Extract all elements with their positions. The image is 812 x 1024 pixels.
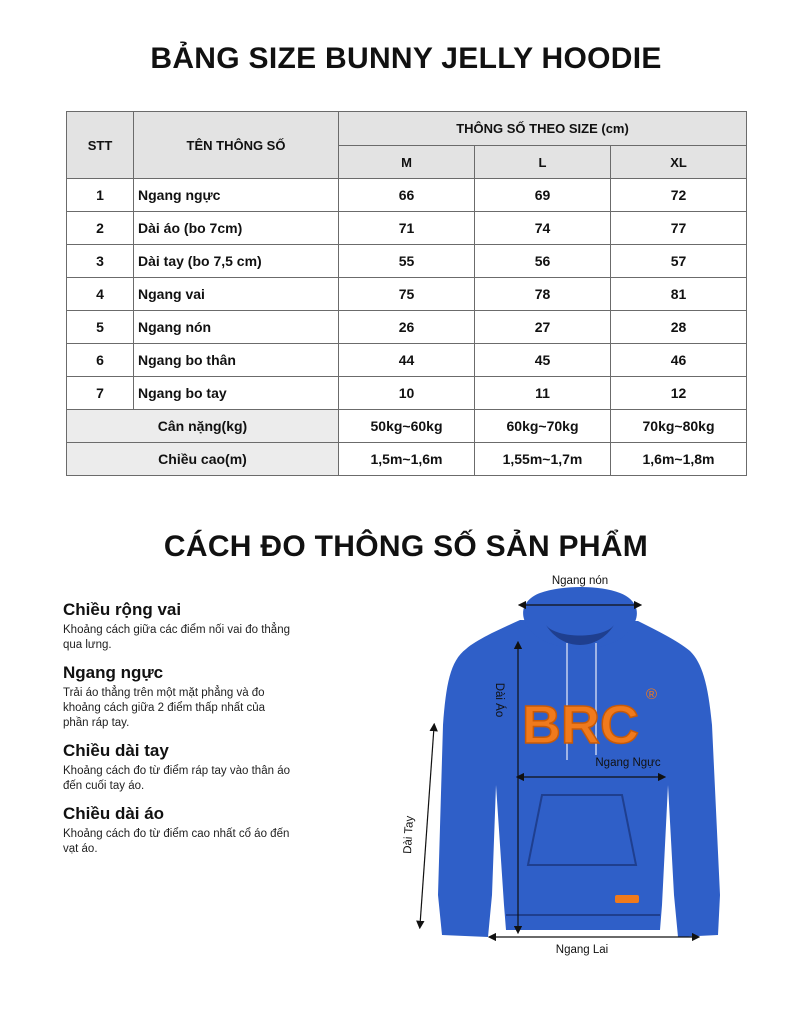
table-row (67, 245, 747, 278)
sleeve-length-label: Dài Tay (402, 815, 416, 855)
hem-label-patch (615, 895, 639, 903)
page-title: BẢNG SIZE BUNNY JELLY HOODIE (150, 42, 662, 75)
table-row (67, 311, 747, 344)
table-row (67, 212, 747, 245)
note-title: Chiều rộng vai (63, 600, 182, 619)
row-value-xl: 46 (611, 344, 747, 377)
note-shoulder (63, 600, 293, 653)
row-value-m: 10 (339, 377, 475, 410)
note-text: Khoảng cách giữa các điểm nối vai đo thẳng qua lưng. (63, 624, 290, 651)
table-row-weight (67, 410, 747, 443)
table-row (67, 377, 747, 410)
note-sleeve (63, 741, 293, 794)
row-value-xl: 28 (611, 311, 747, 344)
header-size-m: M (339, 146, 475, 179)
row-name: Ngang vai (134, 278, 339, 311)
row-stt: 6 (67, 344, 134, 377)
row-stt: 4 (67, 278, 134, 311)
row-value-m: 66 (339, 179, 475, 212)
weight-value-l: 60kg~70kg (475, 410, 611, 443)
row-name: Dài áo (bo 7cm) (134, 212, 339, 245)
row-value-xl: 72 (611, 179, 747, 212)
row-value-xl: 12 (611, 377, 747, 410)
row-stt: 5 (67, 311, 134, 344)
table-row (67, 179, 747, 212)
table-row (67, 344, 747, 377)
size-table (66, 111, 747, 476)
height-value-l: 1,55m~1,7m (475, 443, 611, 476)
body-length-label: Dài Áo (493, 682, 505, 718)
hoodie-body-shape (438, 620, 720, 937)
row-stt: 1 (67, 179, 134, 212)
row-value-m: 71 (339, 212, 475, 245)
height-value-m: 1,5m~1,6m (339, 443, 475, 476)
hoodie-diagram (400, 565, 740, 960)
height-value-xl: 1,6m~1,8m (611, 443, 747, 476)
row-value-l: 69 (475, 179, 611, 212)
hem-width-label: Ngang Lai (555, 944, 609, 956)
note-title: Ngang ngực (63, 663, 164, 682)
row-stt: 3 (67, 245, 134, 278)
note-text: Khoảng cách đo từ điểm cao nhất cổ áo đến vạt áo. (63, 828, 290, 855)
header-size-xl: XL (611, 146, 747, 179)
note-text: Khoảng cách đo từ điểm ráp tay vào thân áo đến cuối tay áo. (63, 765, 290, 792)
sleeve-length-arrow (420, 727, 434, 925)
header-name: TÊN THÔNG SỐ (134, 112, 339, 179)
row-value-xl: 57 (611, 245, 747, 278)
row-name: Ngang bo tay (134, 377, 339, 410)
header-stt: STT (67, 112, 134, 179)
table-row-height (67, 443, 747, 476)
row-value-xl: 81 (611, 278, 747, 311)
weight-value-xl: 70kg~80kg (611, 410, 747, 443)
hood-width-label: Ngang nón (551, 575, 609, 587)
row-value-m: 26 (339, 311, 475, 344)
row-name: Dài tay (bo 7,5 cm) (134, 245, 339, 278)
measure-notes (63, 600, 293, 867)
table-row (67, 278, 747, 311)
header-size-group: THÔNG SỐ THEO SIZE (cm) (339, 112, 747, 146)
weight-label: Cân nặng(kg) (67, 410, 339, 443)
header-size-l: L (475, 146, 611, 179)
row-value-l: 56 (475, 245, 611, 278)
logo-text: BRC (522, 695, 639, 755)
row-name: Ngang bo thân (134, 344, 339, 377)
row-value-m: 75 (339, 278, 475, 311)
row-stt: 7 (67, 377, 134, 410)
note-length (63, 804, 293, 857)
row-value-l: 27 (475, 311, 611, 344)
row-value-l: 74 (475, 212, 611, 245)
row-value-l: 78 (475, 278, 611, 311)
chest-width-label: Ngang Ngực (595, 757, 661, 769)
row-name: Ngang ngực (134, 179, 339, 212)
registered-mark: ® (646, 686, 658, 703)
note-title: Chiều dài tay (63, 741, 169, 760)
note-title: Chiều dài áo (63, 804, 165, 823)
row-value-l: 45 (475, 344, 611, 377)
height-label: Chiều cao(m) (67, 443, 339, 476)
measure-title: CÁCH ĐO THÔNG SỐ SẢN PHẨM (163, 530, 649, 563)
weight-value-m: 50kg~60kg (339, 410, 475, 443)
row-value-l: 11 (475, 377, 611, 410)
row-value-m: 44 (339, 344, 475, 377)
row-value-xl: 77 (611, 212, 747, 245)
row-name: Ngang nón (134, 311, 339, 344)
row-value-m: 55 (339, 245, 475, 278)
hoodie-illustration (438, 587, 720, 937)
note-text: Trải áo thẳng trên một mặt phẳng và đo khoảng cách giữa 2 điểm thấp nhất của phần ráp tay. (63, 687, 266, 729)
row-stt: 2 (67, 212, 134, 245)
note-chest (63, 663, 293, 731)
